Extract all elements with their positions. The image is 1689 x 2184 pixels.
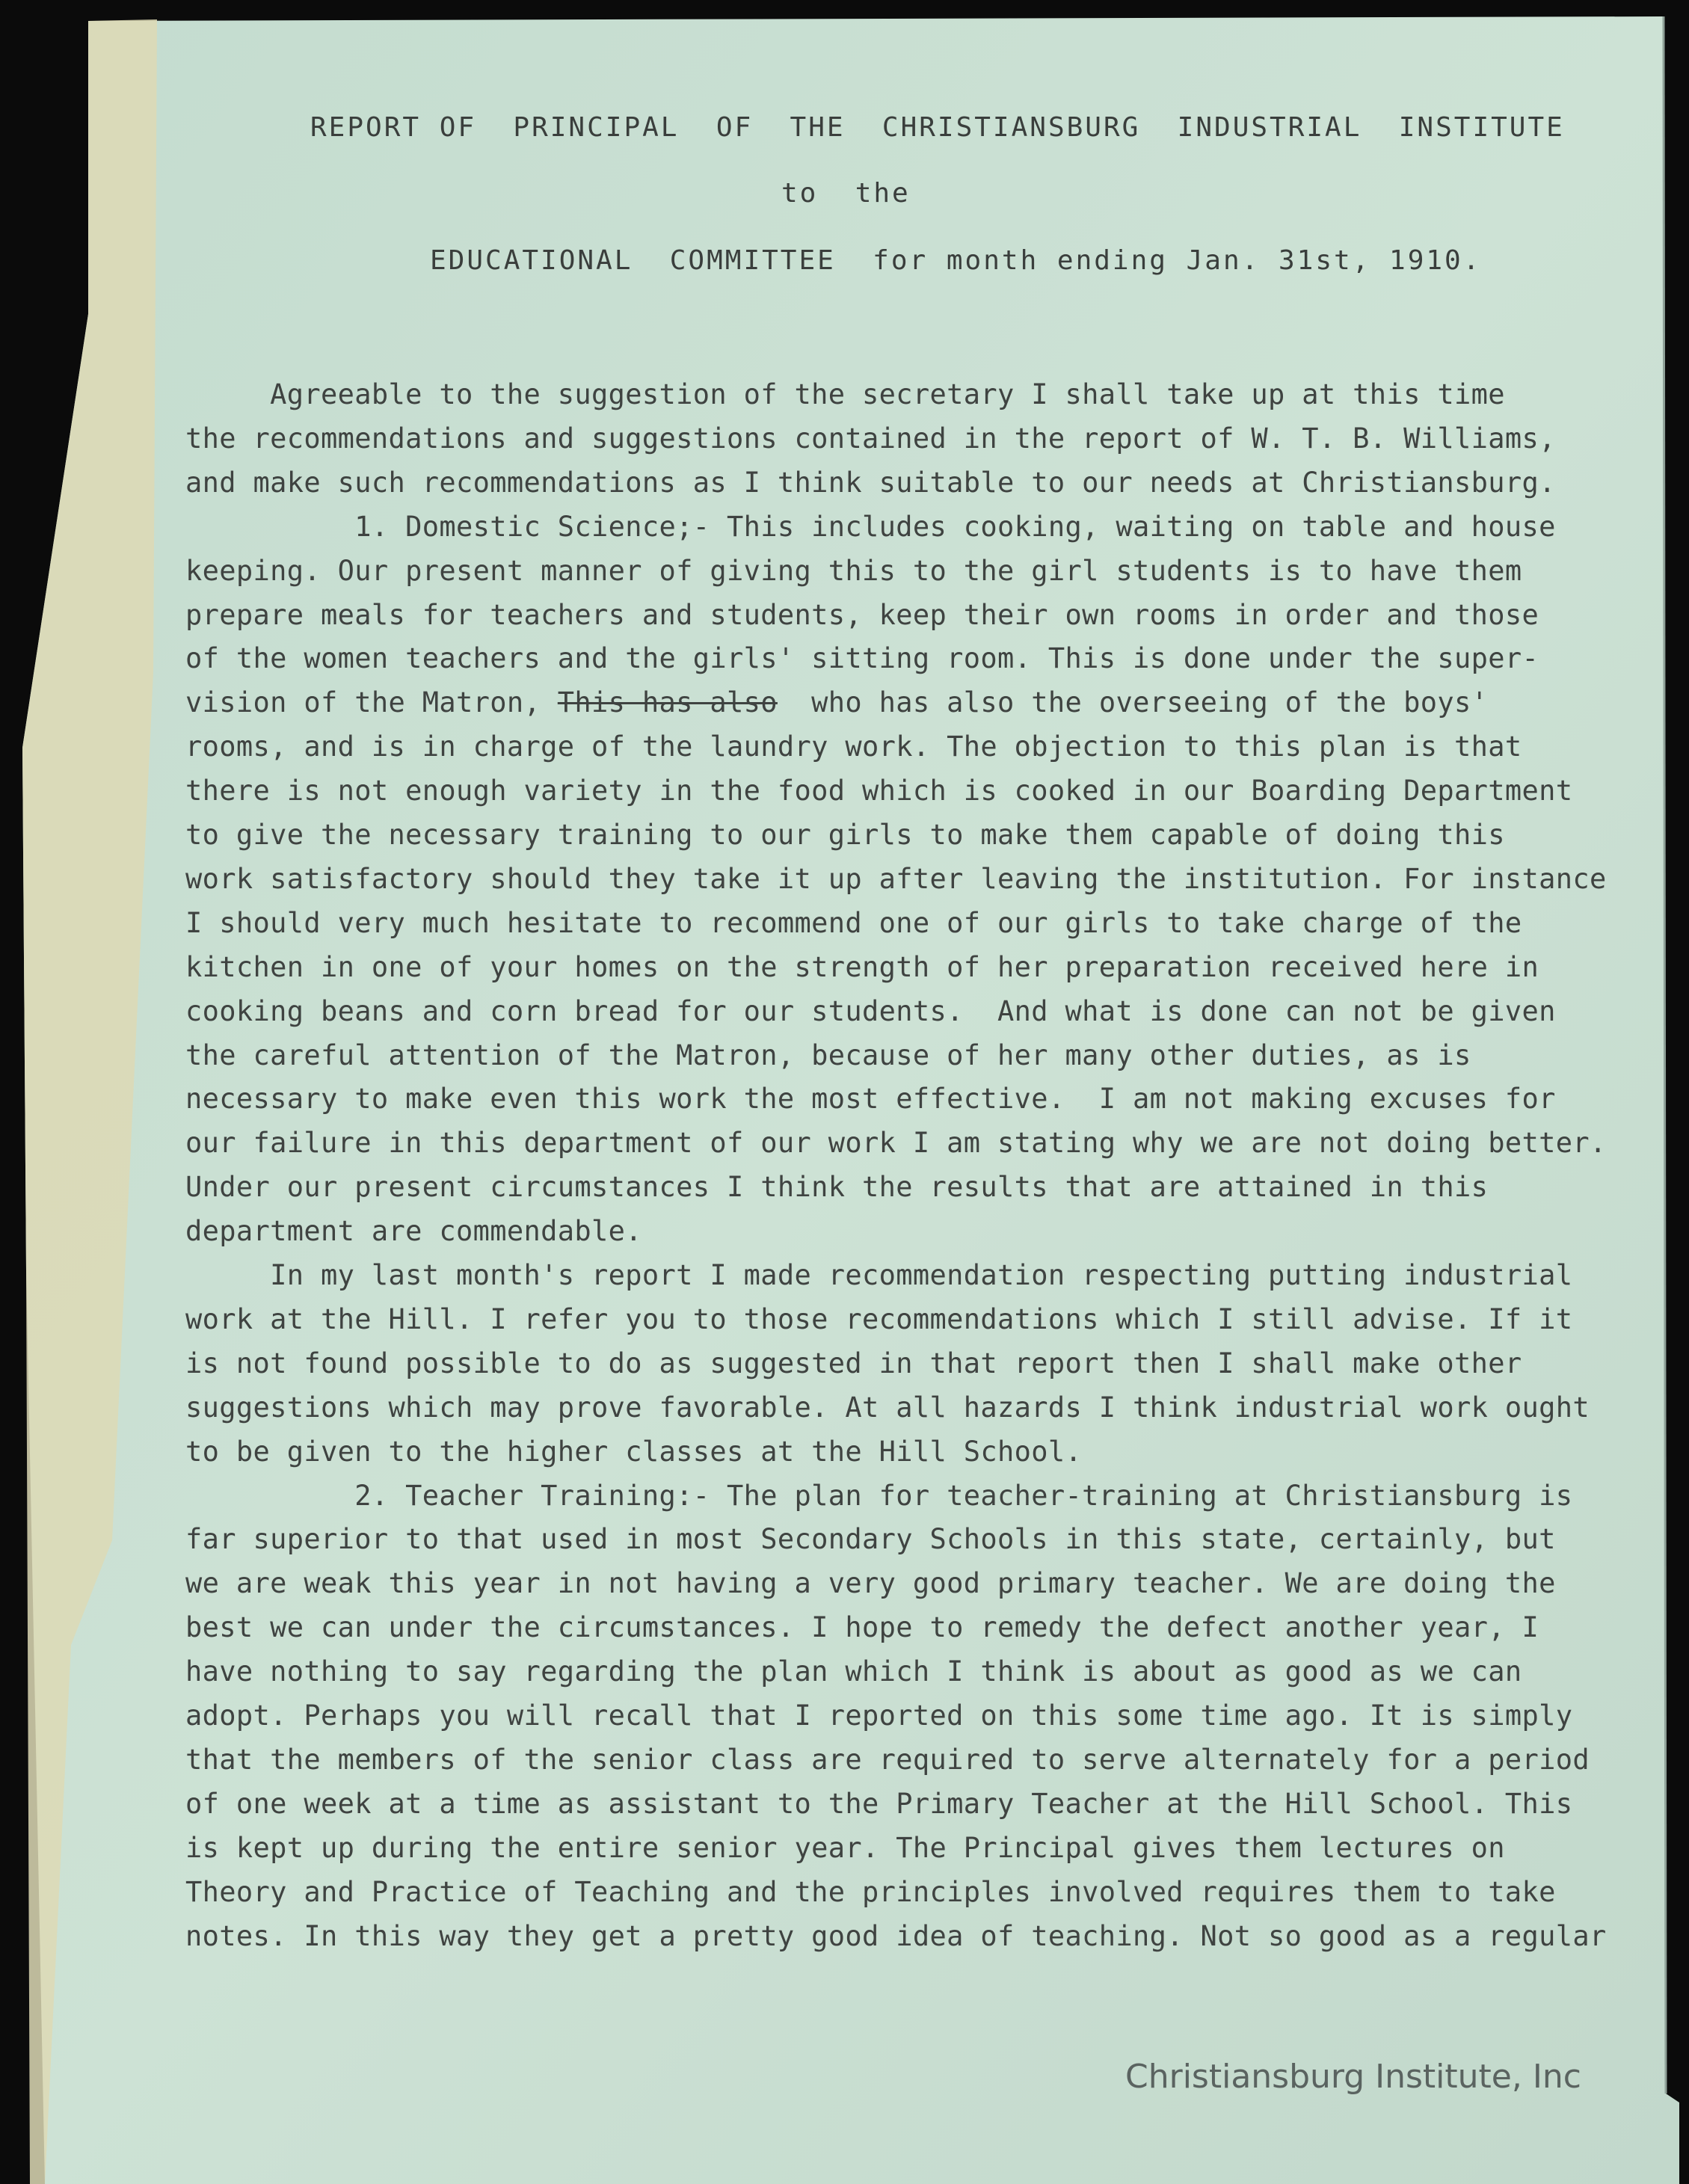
- body-line: and make such recommendations as I think suitable to our needs at Christiansburg.: [185, 467, 1556, 499]
- body-line: we are weak this year in not having a very good primary teacher. We are doing the: [185, 1567, 1556, 1599]
- body-line: cooking beans and corn bread for our students. And what is done can not be given: [185, 995, 1556, 1027]
- body-line: necessary to make even this work the most effective. I am not making excuses for: [185, 1083, 1556, 1115]
- body-line: have nothing to say regarding the plan which I think is about as good as we can: [185, 1655, 1522, 1688]
- body-line: Theory and Practice of Teaching and the principles involved requires them to take: [185, 1876, 1556, 1908]
- body-line: keeping. Our present manner of giving this to the girl students is to have them: [185, 555, 1522, 587]
- body-line: to be given to the higher classes at the Hill School.: [185, 1436, 1083, 1468]
- line-text: who has also the overseeing of the boys': [777, 686, 1489, 719]
- body-line: kitchen in one of your homes on the strength of her preparation received here in: [185, 951, 1539, 983]
- body-line: prepare meals for teachers and students, keep their own rooms in order and those: [185, 599, 1539, 631]
- body-line: work satisfactory should they take it up after leaving the institution. For instance: [185, 863, 1607, 895]
- body-line: Agreeable to the suggestion of the secretary I shall take up at this time: [185, 378, 1505, 410]
- struck-out-text: This has also: [557, 686, 778, 719]
- body-line: is kept up during the entire senior year. The Principal gives them lectures on: [185, 1832, 1505, 1864]
- watermark-text: Christiansburg Institute, Inc: [1125, 2058, 1581, 2096]
- body-line: department are commendable.: [185, 1215, 642, 1247]
- body-line: our failure in this department of our work I am stating why we are not doing better.: [185, 1127, 1607, 1159]
- line-text: vision of the Matron,: [185, 686, 558, 719]
- body-line: suggestions which may prove favorable. At all hazards I think industrial work ought: [185, 1391, 1590, 1424]
- title-line-2: to the: [781, 178, 911, 209]
- body-line: best we can under the circumstances. I hope to remedy the defect another year, I: [185, 1611, 1539, 1643]
- body-line: rooms, and is in charge of the laundry work. The objection to this plan is that: [185, 730, 1522, 763]
- body-line: far superior to that used in most Secondary Schools in this state, certainly, but: [185, 1523, 1556, 1555]
- body-line: I should very much hesitate to recommend one of our girls to take charge of the: [185, 907, 1522, 939]
- body-line: 1. Domestic Science;- This includes cooking, waiting on table and house: [185, 511, 1556, 543]
- title-line-3: EDUCATIONAL COMMITTEE for month ending Jan. 31st, 1910.: [430, 245, 1482, 276]
- body-line: that the members of the senior class are required to serve alternately for a period: [185, 1744, 1590, 1776]
- body-line: is not found possible to do as suggested in that report then I shall make other: [185, 1347, 1522, 1379]
- body-line: [185, 686, 1488, 719]
- body-line: of the women teachers and the girls' sitting room. This is done under the super-: [185, 642, 1539, 674]
- title-line-1: REPORT OF PRINCIPAL OF THE CHRISTIANSBURG INDUSTRIAL INSTITUTE: [310, 112, 1565, 143]
- body-line: notes. In this way they get a pretty good idea of teaching. Not so good as a regular: [185, 1920, 1607, 1952]
- body-line: the recommendations and suggestions contained in the report of W. T. B. Williams,: [185, 422, 1556, 455]
- body-line: Under our present circumstances I think the results that are attained in this: [185, 1171, 1489, 1203]
- body-line: the careful attention of the Matron, because of her many other duties, as is: [185, 1039, 1471, 1071]
- body-line: of one week at a time as assistant to the Primary Teacher at the Hill School. This: [185, 1788, 1573, 1820]
- body-line: there is not enough variety in the food which is cooked in our Boarding Department: [185, 775, 1573, 807]
- body-line: to give the necessary training to our girls to make them capable of doing this: [185, 819, 1505, 851]
- body-line: adopt. Perhaps you will recall that I reported on this some time ago. It is simply: [185, 1699, 1573, 1732]
- body-line: 2. Teacher Training:- The plan for teacher-training at Christiansburg is: [185, 1480, 1573, 1512]
- body-line: In my last month's report I made recommendation respecting putting industrial: [185, 1259, 1573, 1291]
- body-line: work at the Hill. I refer you to those recommendations which I still advise. If it: [185, 1303, 1573, 1335]
